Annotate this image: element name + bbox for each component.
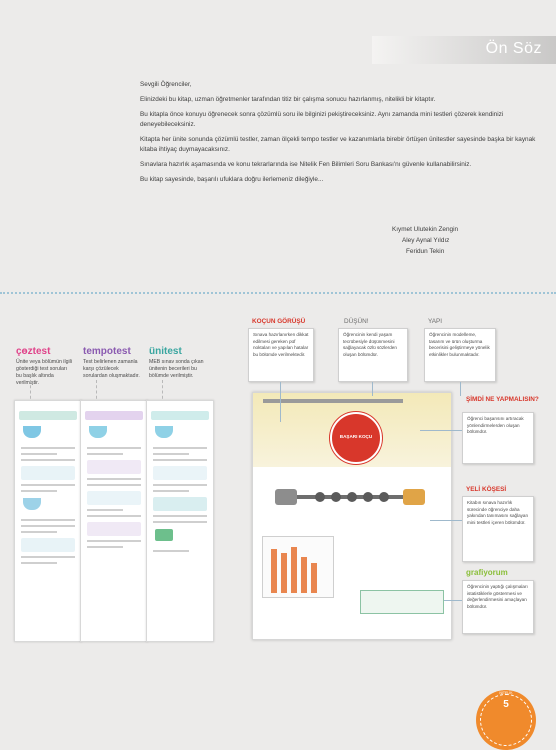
callout-title: ŞİMDİ NE YAPMALISIN? [466, 396, 539, 403]
callout-simdi-ne-yapmalisin [462, 412, 534, 464]
letter-paragraph: Kitapta her ünite sonunda çözümlü testler, zaman ölçekli tempo testler ve kazanımlarla birebir örtüşen ünitestler sayesinde başka bir kaynak kitaba ihtiyaç duymayacaksınız. [140, 136, 536, 153]
connector-line [420, 430, 462, 431]
sample-page-tempotest [80, 400, 148, 642]
question-block [87, 491, 141, 505]
callout-text: Öğrencinin kendi yaşam tecrübesiyle düşünmesini sağlayacak özlü sözlerden oluşan bölümdür. [343, 332, 397, 357]
text-line [153, 550, 189, 552]
callout-title: YELİ KÖŞESİ [466, 486, 507, 493]
bar [271, 549, 277, 593]
page-header-strip [19, 411, 77, 420]
picture-icon [155, 529, 173, 541]
bead [379, 492, 389, 502]
page-number: 5 [503, 699, 509, 710]
text-line [87, 484, 141, 486]
flask-icon [89, 426, 107, 438]
text-line [153, 521, 207, 523]
text-line [153, 453, 189, 455]
callout-text: Sınava hazırlanırken dikkat edilmesi gereken püf noktaları ve yapılan hatalar bu bölümde verilmektedir. [253, 332, 309, 357]
connector-line [280, 382, 281, 422]
bulb-icon [403, 489, 425, 505]
text-line [87, 447, 141, 449]
signers [392, 224, 458, 257]
text-line [21, 459, 75, 461]
letter-paragraph: Sınavlara hazırlık aşamasında ve konu tekrarlarında ise Nitelik Fen Bilimleri Soru Bankası'nı güvenle kullanabilirsiniz. [140, 161, 472, 168]
callout-title: KOÇUN GÖRÜŞÜ [252, 318, 306, 325]
feature-coztest [16, 346, 74, 387]
seal-text: BAŞARI KOÇU [339, 434, 373, 439]
bead [347, 492, 357, 502]
preface-letter [140, 80, 540, 190]
connector-line [460, 382, 461, 396]
letter-paragraph: Bu kitap sayesinde, başarılı ufuklara doğru ilerlemeniz dileğiyle... [140, 176, 324, 183]
bar [311, 563, 317, 593]
text-line [87, 540, 141, 542]
beaker-icon [155, 426, 173, 438]
signer-name: Kıymet Ulutekin Zengin [392, 226, 459, 233]
callout-title: grafiyorum [466, 568, 508, 577]
feature-title: tempotest [83, 346, 131, 357]
signer-name: Aley Aynal Yıldız [402, 237, 450, 244]
page-number-badge [476, 690, 536, 750]
text-line [21, 484, 75, 486]
bar-chart-thumbnail [262, 536, 334, 598]
question-block [153, 466, 207, 480]
question-block [21, 538, 75, 552]
question-block [87, 460, 141, 474]
data-table-thumbnail [360, 590, 444, 614]
callout-yapi [424, 328, 496, 382]
callout-title: DÜŞÜN! [344, 318, 369, 325]
question-block [87, 522, 141, 536]
text-line [21, 490, 57, 492]
text-line [21, 447, 75, 449]
battery-icon [275, 489, 297, 505]
feature-title: ünitest [149, 346, 182, 357]
callout-text: Öğrencinin yaptığı çalışmaları istatistiklerle göstermesi ve değerlendirmesini amaçlayan bölümdür. [467, 584, 528, 609]
text-line [87, 515, 141, 517]
text-line [21, 453, 57, 455]
feature-text: MEB sınav sonda çıkan ünitenin becerileri bu bölümde verilmiştir. [149, 359, 204, 379]
feature-tempotest [83, 346, 141, 380]
sample-page-unitest [146, 400, 214, 642]
letter-greeting: Sevgili Öğrenciler, [140, 81, 192, 88]
text-line [87, 478, 141, 480]
circuit-illustration [275, 489, 425, 505]
text-line [21, 562, 57, 564]
letter-paragraph: Bu kitapla önce konuyu öğrenecek sonra çözümlü soru ile bilginizi pekiştireceksiniz. Aynı zamanda mini testleri çözerek kendinizi deneyebileceksiniz. [140, 111, 504, 128]
bar [301, 557, 307, 593]
text-line [21, 556, 75, 558]
callout-text: Öğrenci başarısını artıracak yönlendirmelerden oluşan bölümdür. [467, 416, 524, 435]
text-line [21, 531, 57, 533]
page-header-strip [151, 411, 209, 420]
text-line [87, 546, 123, 548]
callout-text: Kitabın sınava hazırlık sürecinde öğrenciye daha yakından tanımasını sağlayan mini testleri içeren bölümdür. [467, 500, 529, 525]
bead [315, 492, 325, 502]
bead [331, 492, 341, 502]
callout-yeli-kosesi [462, 496, 534, 562]
bar [291, 547, 297, 593]
text-line [153, 459, 207, 461]
dotted-divider [0, 292, 556, 294]
callout-dusun [338, 328, 408, 382]
text-line [21, 519, 75, 521]
connector-line [372, 382, 373, 396]
seal-badge [330, 412, 382, 464]
text-line [87, 509, 123, 511]
connector-line [444, 600, 462, 601]
feature-text: Test belirlenen zamanla karşı çözülecek sorulardan oluşmaktadır. [83, 359, 140, 379]
callout-grafiyorum [462, 580, 534, 634]
sample-page-coztest [14, 400, 82, 642]
callout-kocun-gorusu [248, 328, 314, 382]
page-header-strip [85, 411, 143, 420]
letter-paragraph: Elinizdeki bu kitap, uzman öğretmenler tarafından titiz bir çalışma sonucu hazırlanmış, nitelikli bir kitaptır. [140, 96, 436, 103]
callout-text: Öğrencinin modelleme, tasarım ve ürün oluşturma becerisini geliştirmeye yönelik etkinlikler bulunmaktadır. [429, 332, 490, 357]
badge-mark: NİTELİK [499, 691, 513, 695]
text-line [153, 447, 207, 449]
table-block [153, 497, 207, 511]
title-banner [372, 36, 556, 64]
text-line [21, 525, 75, 527]
callout-title: YAPI [428, 318, 443, 325]
feature-title: çөztest [16, 346, 51, 357]
feature-text: Ünite veya bölümün ilgili gösterdiği test soruları bu başlık altında verilmiştir. [16, 359, 72, 386]
text-line [87, 453, 123, 455]
header-rule [263, 399, 403, 403]
bar [281, 553, 287, 593]
flask-icon [23, 426, 41, 438]
page-title: Ön Söz [485, 40, 542, 57]
question-block [21, 466, 75, 480]
bead [363, 492, 373, 502]
text-line [153, 515, 207, 517]
beaker-icon [23, 498, 41, 510]
text-line [153, 484, 207, 486]
connector-line [430, 520, 462, 521]
feature-unitest [149, 346, 207, 380]
text-line [153, 490, 189, 492]
signer-name: Feridun Tekin [406, 248, 445, 255]
